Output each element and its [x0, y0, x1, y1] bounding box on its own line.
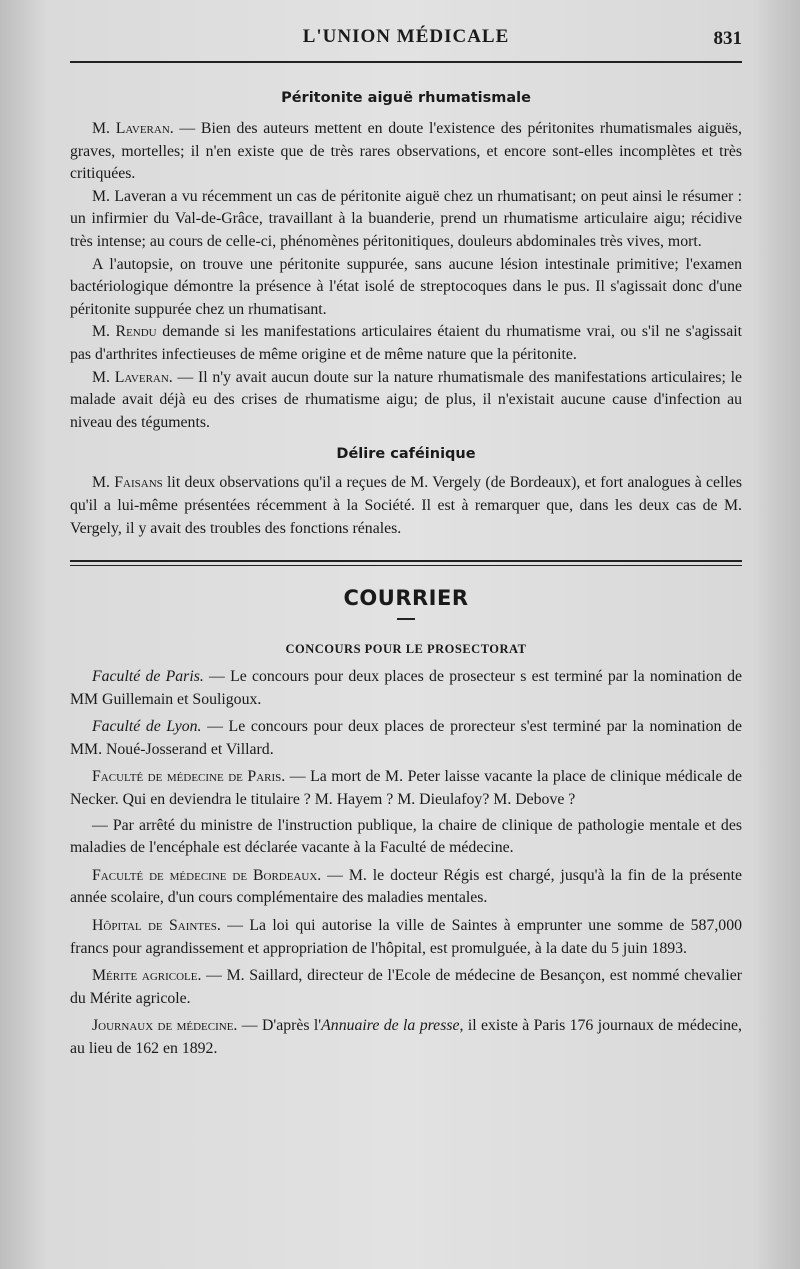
courrier-subheading: CONCOURS POUR LE PROSECTORAT	[285, 642, 527, 657]
paragraph-text: — Bien des auteurs mettent en doute l'existence des péritonites rhumatismales aiguës, graves, mortelles; il n'en existe que de très rares observations, et encore sont-elles incomplètes et très critiquées.	[70, 120, 742, 183]
section-title-peritonite: Péritonite aiguë rhumatismale	[281, 90, 531, 106]
item-lead: Faculté de médecine de Paris.	[92, 768, 286, 786]
publication-title: Annuaire de la presse	[321, 1017, 460, 1035]
item-lead: Faculté de Lyon.	[92, 718, 202, 736]
paragraph	[70, 472, 742, 540]
item-lead: Hôpital de Saintes.	[92, 917, 221, 935]
page-number: 831	[713, 28, 742, 49]
item-text: — M. le docteur Régis est chargé, jusqu'à la fin de la présente année scolaire, d'un cours complémentaire des maladies mentales.	[70, 866, 742, 907]
section-title-delire: Délire caféinique	[336, 446, 476, 463]
news-item	[70, 716, 742, 761]
item-lead: Journaux de médecine.	[92, 1017, 238, 1035]
item-lead: Faculté de Paris.	[92, 668, 204, 686]
item-lead: Faculté de médecine de Bordeaux.	[92, 866, 322, 884]
news-item	[70, 815, 742, 860]
paragraph-text: demande si les manifestations articulaires étaient du rhumatisme vrai, ou s'il ne s'agissait pas d'arthrites infectieuses de même origine et de même nature que la péritonite.	[70, 323, 742, 363]
section-divider	[70, 560, 742, 566]
paragraph-text: lit deux observations qu'il a reçues de M. Vergely (de Bordeaux), et fort analogues à celles qu'il a lui-même présentées récemment à la Société. Il est à remarquer que, dans les deux cas de M. Vergely, il y avait des troubles des fonctions rénales.	[70, 474, 743, 537]
item-text: — Le concours pour deux places de prosecteur s est terminé par la nomination de MM Guillemain et Souligoux.	[70, 668, 742, 708]
section-delire-body	[70, 472, 742, 540]
item-text-tail: , il existe à Paris 176 journaux de médecine, au lieu de 162 en 1892.	[70, 1017, 742, 1057]
header-rule	[70, 61, 742, 63]
courrier-body	[70, 666, 742, 1061]
paragraph	[70, 367, 742, 435]
paragraph-text: — Il n'y avait aucun doute sur la nature rhumatismale des manifestations articulaires; le malade avait déjà eu des crises de rhumatisme aigu; de plus, il n'existait aucune cause d'infection au niveau des téguments.	[70, 368, 742, 431]
news-item	[70, 766, 742, 811]
speaker-name: M. Faisans	[92, 474, 163, 492]
item-text: — La mort de M. Peter laisse vacante la place de clinique médicale de Necker. Qui en deviendra le titulaire ? M. Hayem ? M. Dieulafoy? M. Debove ?	[70, 768, 742, 809]
speaker-name: M. Laveran.	[92, 120, 174, 137]
courrier-heading: COURRIER	[343, 586, 469, 611]
news-item	[70, 865, 742, 910]
news-item	[70, 666, 742, 711]
paragraph	[70, 186, 742, 254]
paragraph-text: M. Laveran a vu récemment un cas de péritonite aiguë chez un rhumatisant; on peut ainsi le résumer : un infirmier du Val-de-Grâce, travaillant à la buanderie, prend un rhumatisme articulaire aigu; récidive très intense; au cours de celle-ci, phénomènes péritonitiques, douleurs abdominales très vives, mort.	[70, 187, 742, 250]
news-item	[70, 965, 742, 1010]
paragraph	[70, 118, 742, 186]
paragraph-text: A l'autopsie, on trouve une péritonite suppurée, sans aucune lésion intestinale primitive; l'examen bactériologique démontre la présence à l'état isolé de streptocoques dans le pus. Il s'agissait donc d'une péritonite suppurée chez un rhumatisant.	[70, 255, 742, 318]
news-item	[70, 1015, 742, 1060]
item-text: — La loi qui autorise la ville de Saintes à emprunter une somme de 587,000 francs pour agrandissement et appropriation de l'hôpital, est promulguée, à la date du 5 juin 1893.	[70, 917, 742, 957]
item-text: — D'après l'	[237, 1017, 322, 1035]
running-head	[70, 0, 742, 62]
item-text: — Le concours pour deux places de prorecteur s'est terminé par la nomination de MM. Noué-Josserand et Villard.	[70, 718, 742, 758]
running-title: L'UNION MÉDICALE	[302, 26, 510, 47]
speaker-name: M. Rendu	[92, 323, 157, 341]
speaker-name: M. Laveran.	[92, 368, 173, 386]
paragraph	[70, 254, 742, 322]
heading-dash	[397, 618, 415, 620]
news-item	[70, 915, 742, 960]
section-peritonite-body	[70, 118, 742, 434]
item-lead: Mérite agricole.	[92, 967, 202, 985]
paragraph	[70, 321, 742, 366]
item-text: — Par arrêté du ministre de l'instruction publique, la chaire de clinique de pathologie mentale et des maladies de l'encéphale est déclarée vacante à la Faculté de médecine.	[70, 816, 742, 857]
item-text: — M. Saillard, directeur de l'Ecole de médecine de Besançon, est nommé chevalier du Mérite agricole.	[70, 967, 742, 1007]
